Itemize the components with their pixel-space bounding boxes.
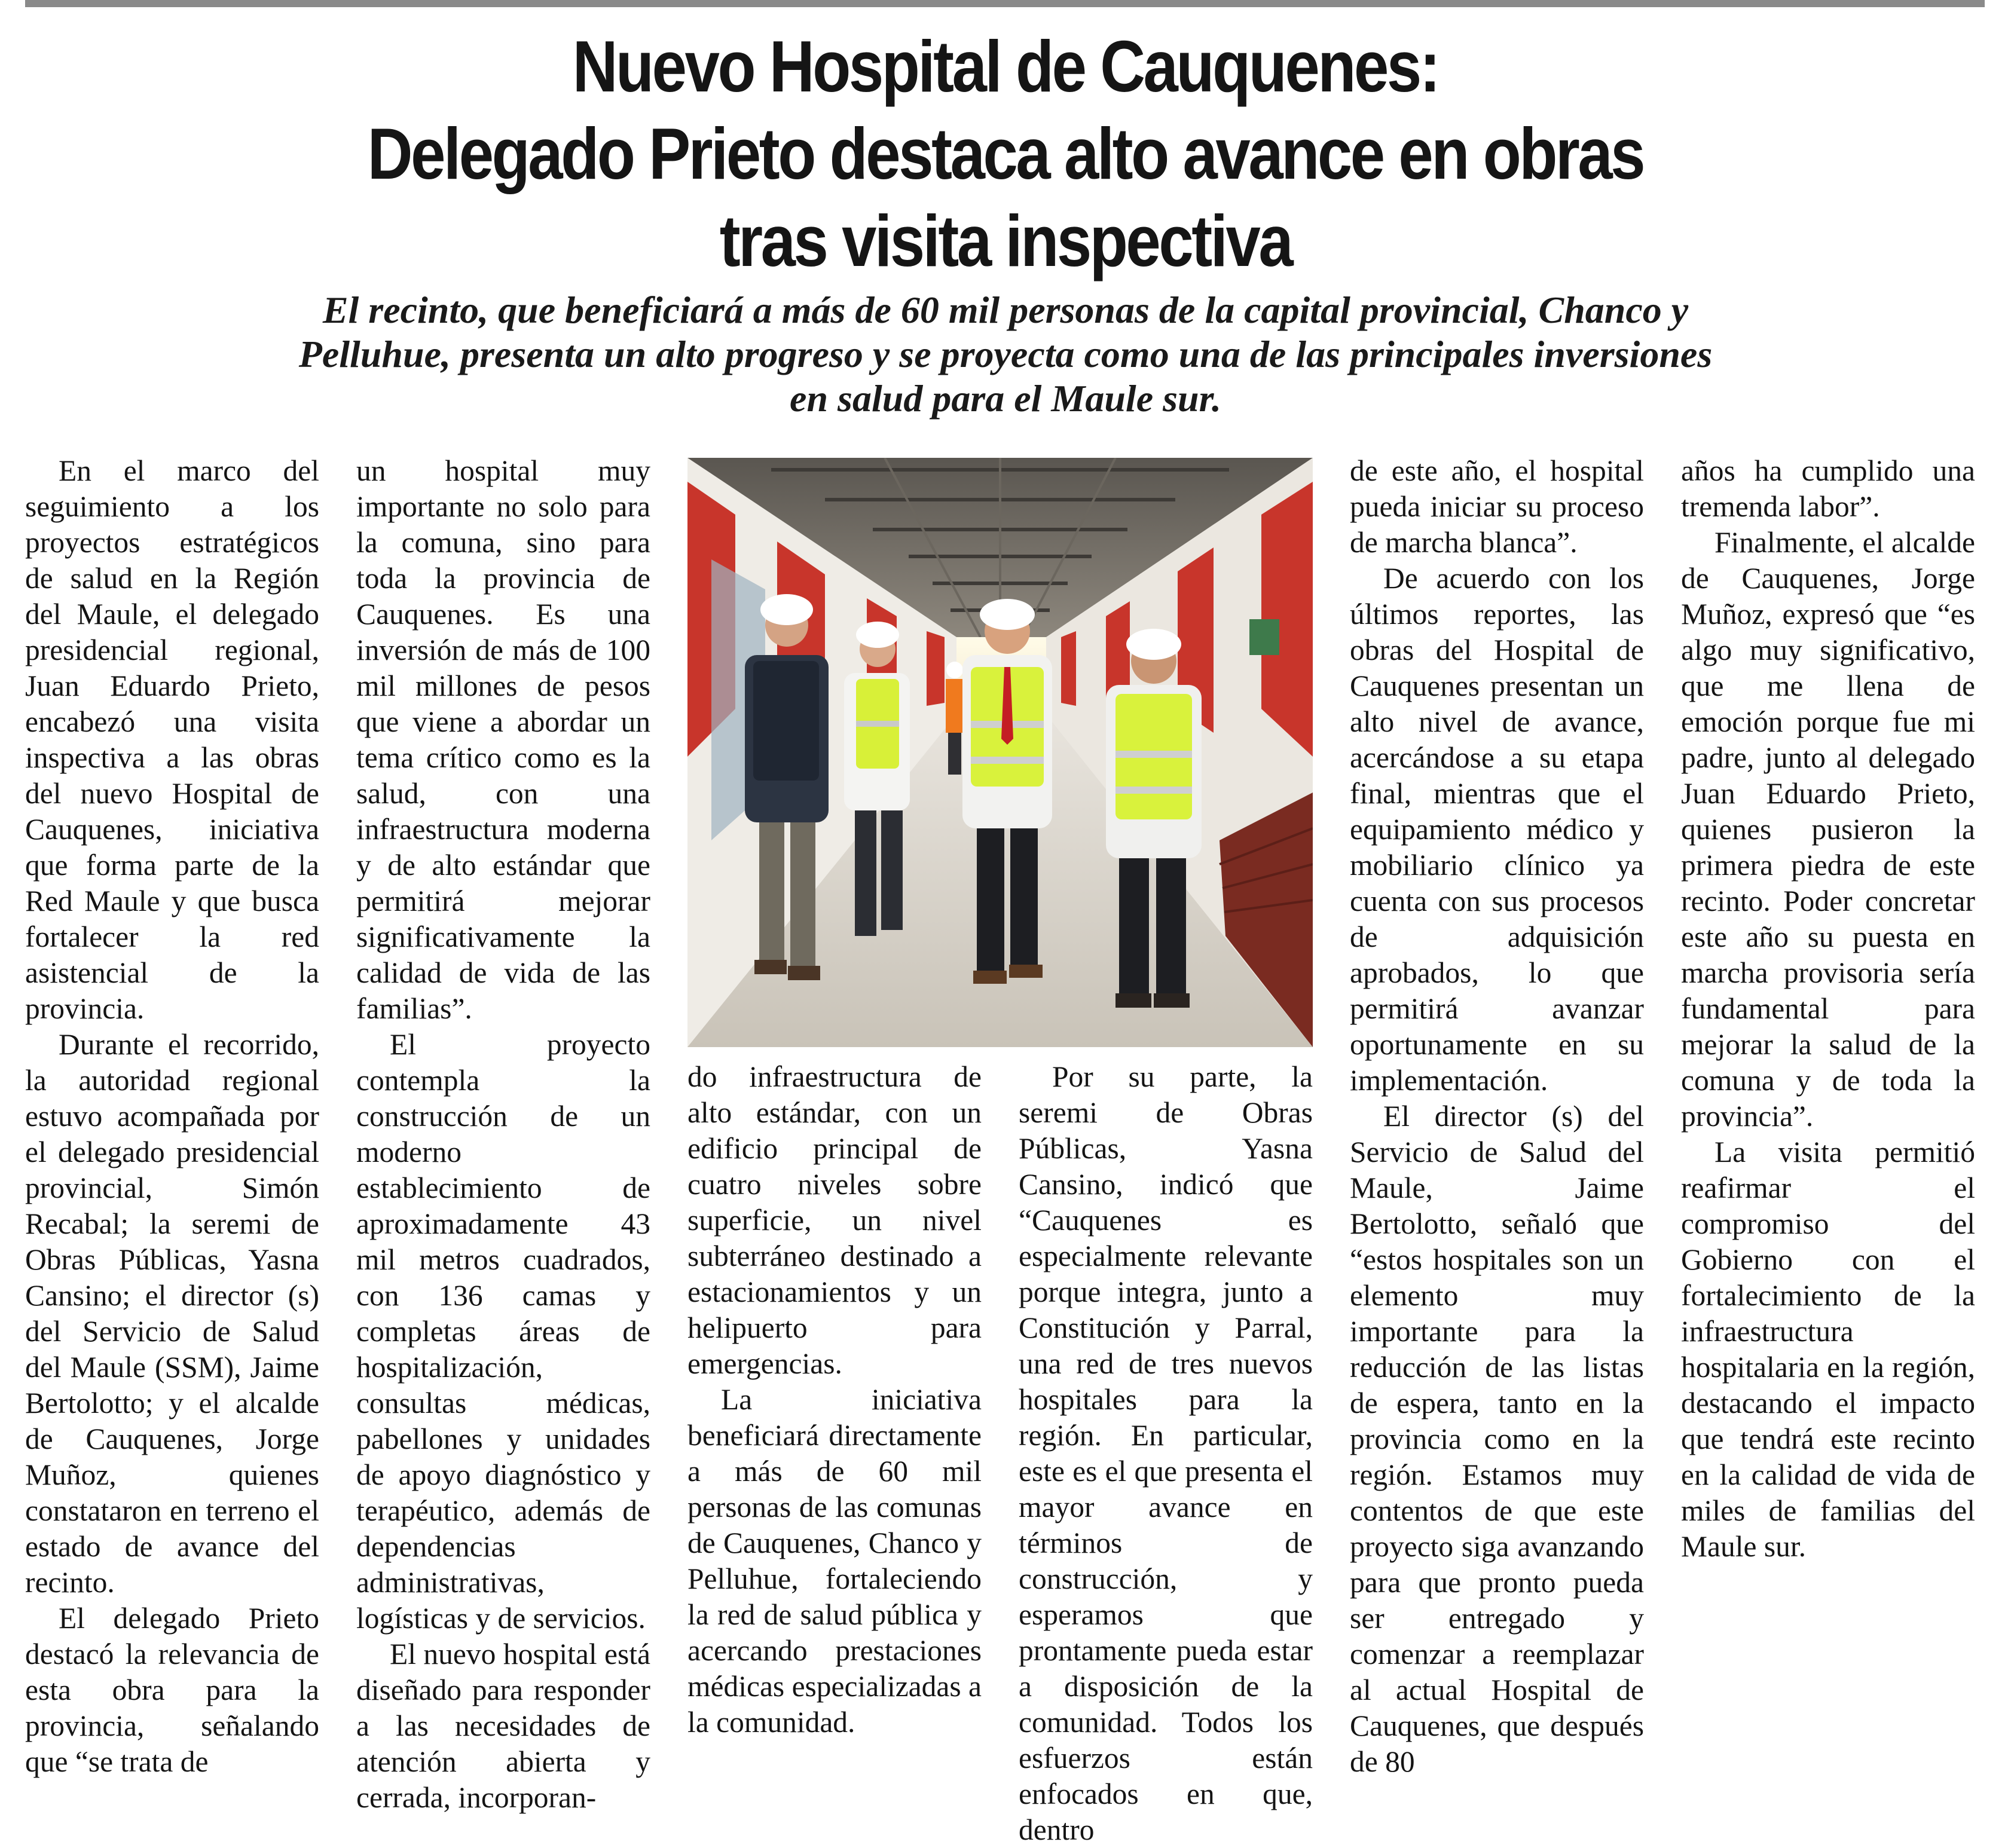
paragraph: Durante el recorrido, la autoridad regional estuvo acompañada por el delegado presidencial provincial, Simón Recabal; la seremi de Obras Públicas, Yasna Cansino; el director (s) del Servicio de Salud del Maule (SSM), Jaime Bertolotto; y el alcalde de Cauquenes, Jorge Muñoz, quienes constataron en terreno el estado de avance del recinto. — [25, 1028, 319, 1599]
paragraph: Finalmente, el alcalde de Cauquenes, Jorge Muñoz, expresó que “es algo muy significativo, que me llena de emoción porque fue mi padre, junto al delegado Juan Eduardo Prieto, quienes pusieron la primera piedra de este recinto. Poder concretar este año su puesta en marcha provisoria sería fundamental para mejorar la salud de la comuna y de toda la provincia”. — [1681, 526, 1975, 1133]
subheadline-line-3: en salud para el Maule sur. — [790, 377, 1221, 420]
paragraph: En el marco del seguimiento a los proyectos estratégicos de salud en la Región del Maule, el delegado presidencial regional, Juan Eduardo Prieto, encabezó una visita inspectiva a las obras del nuevo Hospital de Cauquenes, iniciativa que forma parte de la Red Maule y que busca fortalecer la red asistencial de la provincia. — [25, 454, 319, 1025]
paragraph: El delegado Prieto destacó la relevancia de esta obra para la provincia, señalando que “se trata de — [25, 1602, 319, 1778]
subheadline-line-1: El recinto, que beneficiará a más de 60 mil personas de la capital provincial, Chanco y — [322, 289, 1689, 331]
paragraph: años ha cumplido una tremenda labor”. — [1681, 454, 1975, 523]
paragraph: De acuerdo con los últimos reportes, las obras del Hospital de Cauquenes presentan un alto nivel de avance, acercándose a su etapa final, mientras que el equipamiento médico y mobiliario clínico ya cuenta con sus procesos de adquisición aprobados, lo que permitirá avanzar oportunamente en su implementación. — [1350, 562, 1644, 1097]
hospital-corridor-photo — [687, 458, 1313, 1047]
paragraph: Por su parte, la seremi de Obras Públicas, Yasna Cansino, indicó que “Cauquenes es especialmente relevante porque integra, junto a Constitución y Parral, una red de tres nuevos hospitales para la región. En particular, este es el que presenta el mayor avance en términos de construcción, y esperamos que prontamente pueda estar a disposición de la comunidad. Todos los esfuerzos están enfocados en que, dentro — [1019, 1060, 1313, 1846]
paragraph: de este año, el hospital pueda iniciar su proceso de marcha blanca”. — [1350, 454, 1644, 559]
paragraph: El nuevo hospital está diseñado para responder a las necesidades de atención abierta y cerrada, incorporan- — [356, 1638, 650, 1814]
article-photo — [687, 458, 1313, 1047]
article-column-2 — [356, 453, 650, 1816]
article-column-5 — [1350, 453, 1644, 1780]
article-column-3 — [687, 1059, 982, 1740]
subheadline-line-2: Pelluhue, presenta un alto progreso y se proyecta como una de las principales inversiones — [298, 333, 1713, 375]
headline-line-2: Delegado Prieto destaca alto avance en obras — [367, 113, 1644, 194]
subheadline — [36, 288, 1975, 421]
article-column-6 — [1681, 453, 1975, 1565]
paragraph: El proyecto contempla la construcción de un moderno establecimiento de aproximadamente 43 mil metros cuadrados, con 136 camas y completas áreas de hospitalización, consultas médicas, pabellones y unidades de apoyo diagnóstico y terapéutico, además de dependencias administrativas, logísticas y de servicios. — [356, 1028, 650, 1635]
paragraph: La visita permitió reafirmar el compromiso del Gobierno con el fortalecimiento de la infraestructura hospitalaria en la región, destacando el impacto que tendrá este recinto en la calidad de vida de miles de familias del Maule sur. — [1681, 1136, 1975, 1563]
headline-line-3: tras visita inspectiva — [719, 200, 1292, 282]
article-column-1 — [25, 453, 319, 1780]
paragraph: do infraestructura de alto estándar, con un edificio principal de cuatro niveles sobre superficie, un nivel subterráneo destinado a estacionamientos y un helipuerto para emergencias. — [687, 1060, 982, 1380]
paragraph: El director (s) del Servicio de Salud del Maule, Jaime Bertolotto, señaló que “estos hospitales son un elemento muy importante para la reducción de las listas de espera, tanto en la provincia como en la región. Estamos muy contentos de que este proyecto siga avanzando para que pronto pueda ser entregado y comenzar a reemplazar al actual Hospital de Cauquenes, que después de 80 — [1350, 1100, 1644, 1778]
top-rule — [25, 0, 1985, 7]
paragraph: La iniciativa beneficiará directamente a más de 60 mil personas de las comunas de Cauquenes, Chanco y Pelluhue, fortaleciendo la red de salud pública y acercando prestaciones médicas especializadas a la comunidad. — [687, 1383, 982, 1739]
paragraph: un hospital muy importante no solo para la comuna, sino para toda la provincia de Cauquenes. Es una inversión de más de 100 mil millones de pesos que viene a abordar un tema crítico como es la salud, con una infraestructura moderna y de alto estándar que permitirá mejorar significativamente la calidad de vida de las familias”. — [356, 454, 650, 1025]
article-column-4 — [1019, 1059, 1313, 1848]
headline — [161, 23, 1850, 284]
headline-line-1: Nuevo Hospital de Cauquenes: — [572, 26, 1439, 107]
